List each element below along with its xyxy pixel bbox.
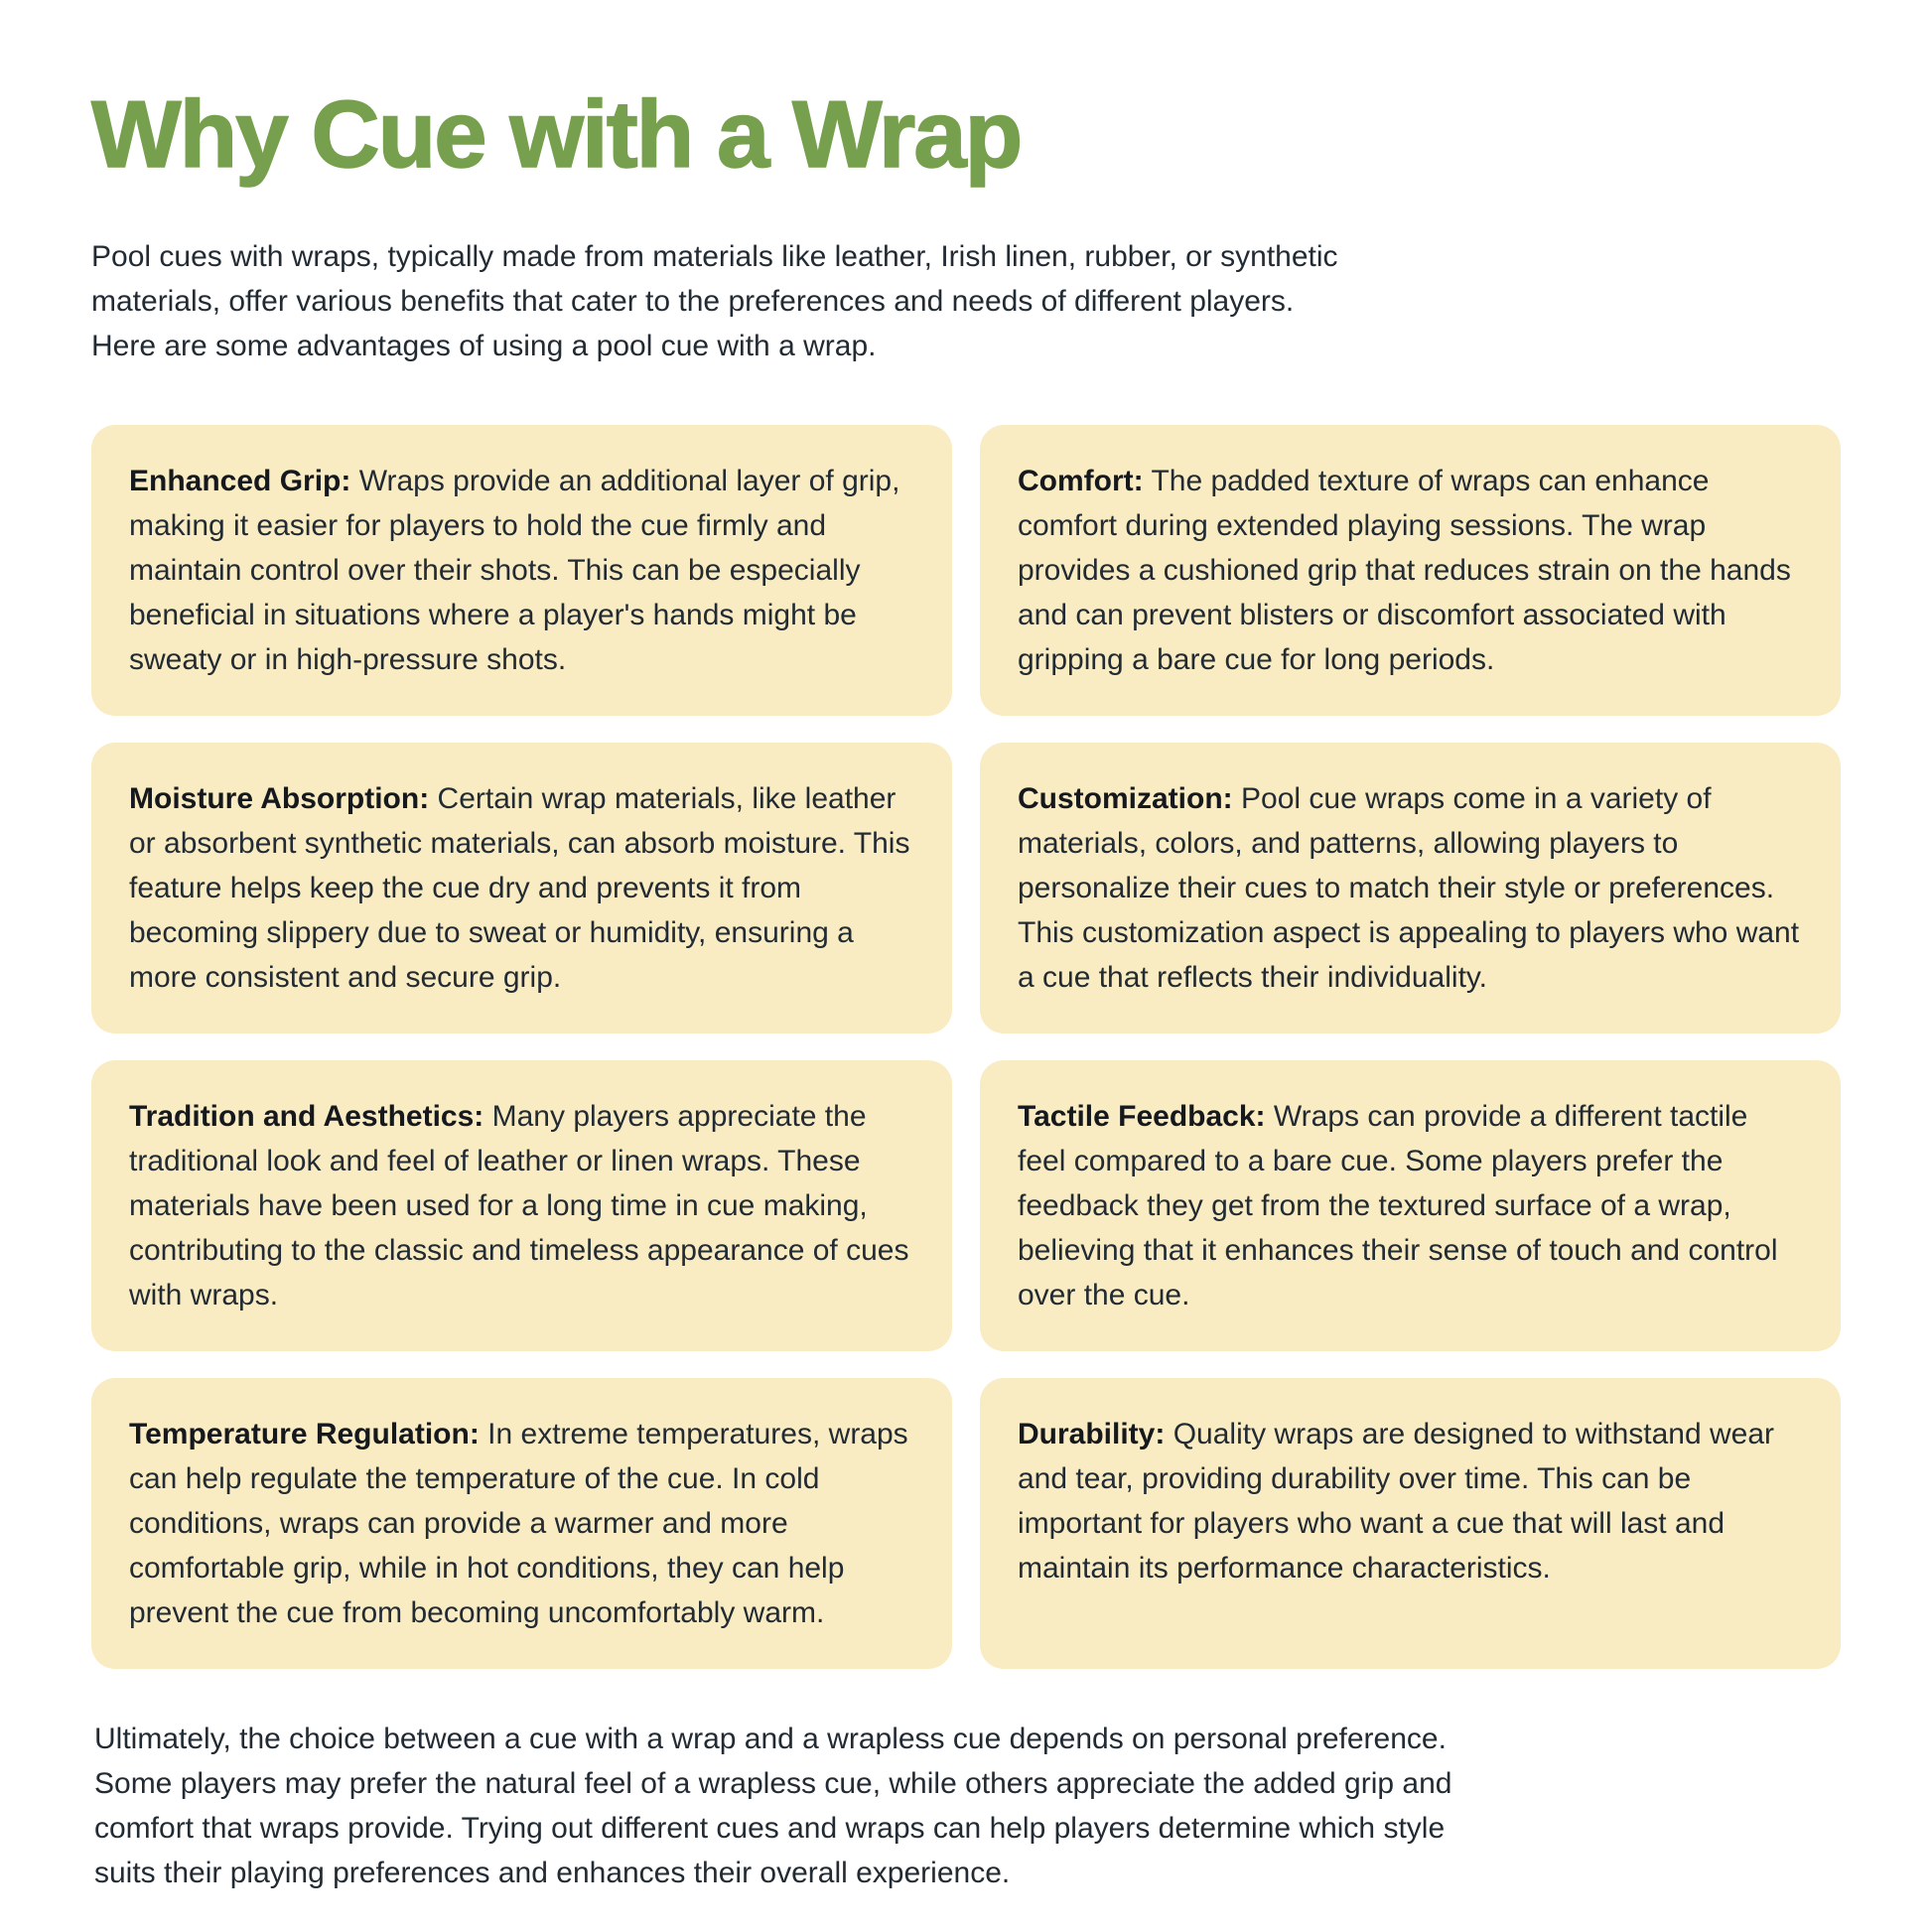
benefit-card-enhanced-grip <box>91 425 952 716</box>
benefit-title: Tradition and Aesthetics: <box>129 1100 484 1133</box>
benefit-title: Moisture Absorption: <box>129 782 430 815</box>
benefit-text <box>129 1412 914 1635</box>
intro-line: Here are some advantages of using a pool cue with a wrap. <box>91 330 877 362</box>
benefit-text <box>1018 1412 1803 1590</box>
benefit-text <box>129 459 914 682</box>
benefit-text <box>1018 776 1803 1000</box>
outro-line: Some players may prefer the natural feel of a wrapless cue, while others appreciate the added grip and <box>94 1767 1452 1800</box>
benefit-card-comfort <box>980 425 1841 716</box>
benefits-grid <box>91 425 1841 1669</box>
benefit-title: Comfort: <box>1018 465 1144 497</box>
benefit-body: In extreme temperatures, wraps can help regulate the temperature of the cue. In cold conditions, wraps can provide a warmer and more comfortable grip, while in hot conditions, they can help prevent the cue from becoming uncomfortably warm. <box>129 1418 908 1629</box>
benefit-text <box>1018 1094 1803 1317</box>
benefit-body: Wraps can provide a different tactile feel compared to a bare cue. Some players prefer the feedback they get from the textured surface of a wrap, believing that it enhances their sense of touch and control over the cue. <box>1018 1100 1778 1311</box>
benefit-title: Durability: <box>1018 1418 1166 1450</box>
benefit-title: Tactile Feedback: <box>1018 1100 1266 1133</box>
benefit-text <box>129 1094 914 1317</box>
intro-line: materials, offer various benefits that cater to the preferences and needs of different players. <box>91 285 1295 318</box>
benefit-title: Enhanced Grip: <box>129 465 351 497</box>
benefit-card-tradition-aesthetics <box>91 1060 952 1351</box>
outro-line: comfort that wraps provide. Trying out different cues and wraps can help players determine which style <box>94 1812 1446 1845</box>
benefit-card-durability <box>980 1378 1841 1669</box>
benefit-text <box>1018 459 1803 682</box>
benefit-body: Quality wraps are designed to withstand wear and tear, providing durability over time. This can be important for players who want a cue that will last and maintain its performance characteristics. <box>1018 1418 1775 1585</box>
outro-paragraph <box>91 1717 1841 1895</box>
benefit-card-tactile-feedback <box>980 1060 1841 1351</box>
benefit-body: Many players appreciate the traditional look and feel of leather or linen wraps. These materials have been used for a long time in cue making, contributing to the classic and timeless appearance of cues with wraps. <box>129 1100 909 1311</box>
benefit-body: Certain wrap materials, like leather or absorbent synthetic materials, can absorb moisture. This feature helps keep the cue dry and prevents it from becoming slippery due to sweat or humidity, ensuring a more consistent and secure grip. <box>129 782 910 994</box>
benefit-body: Pool cue wraps come in a variety of materials, colors, and patterns, allowing players to personalize their cues to match their style or preferences. This customization aspect is appealing to players who want a cue that reflects their individuality. <box>1018 782 1800 994</box>
benefit-body: Wraps provide an additional layer of grip, making it easier for players to hold the cue firmly and maintain control over their shots. This can be especially beneficial in situations where a player's hands might be sweaty or in high-pressure shots. <box>129 465 900 676</box>
benefit-card-temperature-regulation <box>91 1378 952 1669</box>
benefit-body: The padded texture of wraps can enhance comfort during extended playing sessions. The wrap provides a cushioned grip that reduces strain on the hands and can prevent blisters or discomfort associated with gripping a bare cue for long periods. <box>1018 465 1791 676</box>
benefit-title: Temperature Regulation: <box>129 1418 480 1450</box>
outro-line: suits their playing preferences and enhances their overall experience. <box>94 1857 1011 1889</box>
benefit-title: Customization: <box>1018 782 1233 815</box>
benefit-card-customization <box>980 743 1841 1034</box>
outro-line: Ultimately, the choice between a cue with a wrap and a wrapless cue depends on personal preference. <box>94 1723 1447 1755</box>
intro-paragraph <box>91 234 1841 368</box>
benefit-card-moisture-absorption <box>91 743 952 1034</box>
intro-line: Pool cues with wraps, typically made from materials like leather, Irish linen, rubber, or synthetic <box>91 240 1338 273</box>
benefit-text <box>129 776 914 1000</box>
page-title: Why Cue with a Wrap <box>91 81 1022 188</box>
